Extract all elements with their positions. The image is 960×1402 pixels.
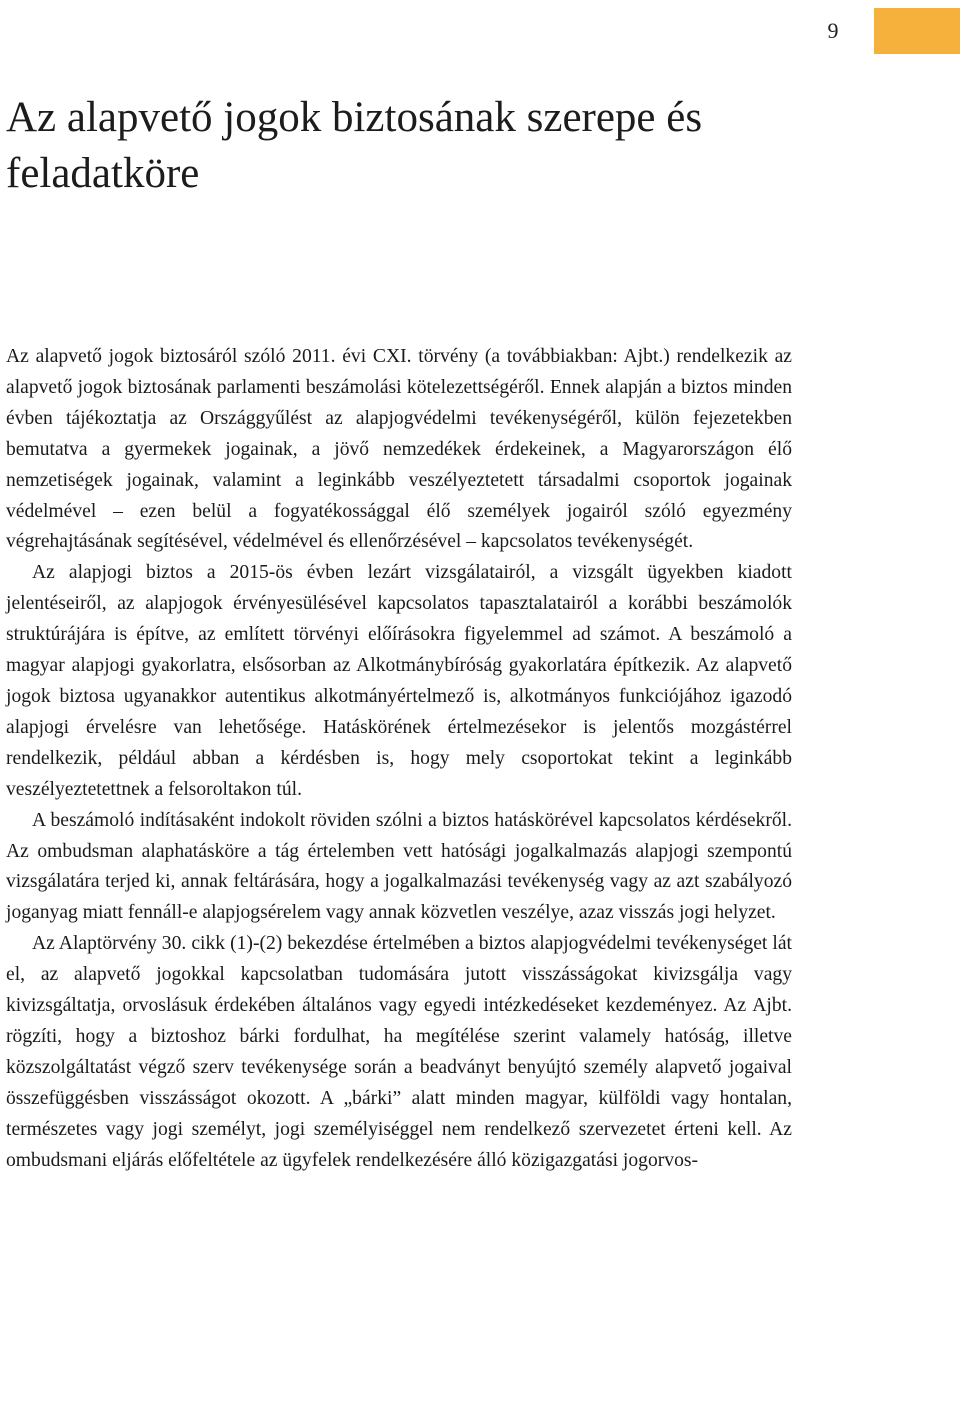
chapter-title: Az alapvető jogok biztosának szerepe és feladatköre [6, 94, 703, 197]
page-number-accent [874, 8, 960, 54]
paragraph-3: A beszámoló indításaként indokolt röviden szólni a biztos hatáskörével kapcsolatos kérdésekről. Az ombudsman alaphatásköre a tág értelemben vett hatósági jogalkalmazás alapjogi szempontú vizsgálatára terjed ki, annak feltárására, hogy a jogalkalmazási tevékenység vagy az azt szabályozó joganyag miatt fennáll-e alapjogsérelem vagy annak közvetlen veszélye, azaz visszás jogi helyzet. [6, 809, 792, 924]
paragraph-4: Az Alaptörvény 30. cikk (1)-(2) bekezdése értelmében a biztos alapjogvédelmi tevékenységet lát el, az alapvető jogokkal kapcsolatban tudomására jutott visszásságokat kivizsgálja vagy kivizsgáltatja, orvoslásuk érdekében általános vagy egyedi intézkedéseket kezdeményez. Az Ajbt. rögzíti, hogy a biztoshoz bárki fordulhat, ha megítélése szerint valamely hatóság, illetve közszolgáltatást végző szerv tevékenysége során a beadványt benyújtó személy alapvető jogaival összefüggésben visszásságot okozott. A „bárki” alatt minden magyar, külföldi vagy hontalan, természetes vagy jogi személyt, jogi személyiséggel nem rendelkező szervezetet érteni kell. Az ombudsmani eljárás előfeltétele az ügyfelek rendelkezésére álló közigazgatási jogorvos- [6, 933, 792, 1171]
paragraph-1: Az alapvető jogok biztosáról szóló 2011. évi CXI. törvény (a továbbiakban: Ajbt.) rendelkezik az alapvető jogok biztosának parlamenti beszámolási kötelezettségéről. Ennek alapján a biztos minden évben tájékoztatja az Országgyűlést az alapjogvédelmi tevékenységéről, külön fejezetekben bemutatva a gyermekek jogainak, a jövő nemzedékek érdekeinek, a Magyarországon élő nemzetiségek jogainak, valamint a leginkább veszélyeztetett társadalmi csoportok jogainak védelmével – ezen belül a fogyatékossággal élő személyek jogairól szóló egyezmény végrehajtásának segítésével, védelmével és ellenőrzésével – kapcsolatos tevékenységét. [6, 346, 792, 553]
page-number: 9 [827, 18, 839, 43]
paragraph-2: Az alapjogi biztos a 2015-ös évben lezárt vizsgálatairól, a vizsgált ügyekben kiadott jelentéseiről, az alapjogok érvényesülésével kapcsolatos tapasztalatairól a korábbi beszámolók struktúrájára is építve, az említett törvényi előírásokra figyelemmel ad számot. A beszámoló a magyar alapjogi gyakorlatra, elsősorban az Alkotmánybíróság gyakorlatára építkezik. Az alapvető jogok biztosa ugyanakkor autentikus alkotmányértelmező is, alkotmányos funkciójához igazodó alapjogi érvelésre van lehetősége. Hatáskörének értelmezésekor is jelentős mozgástérrel rendelkezik, például abban a kérdésben is, hogy mely csoportokat tekint a leginkább veszélyeztetettnek a felsoroltakon túl. [6, 562, 792, 800]
body-text [6, 342, 792, 1176]
